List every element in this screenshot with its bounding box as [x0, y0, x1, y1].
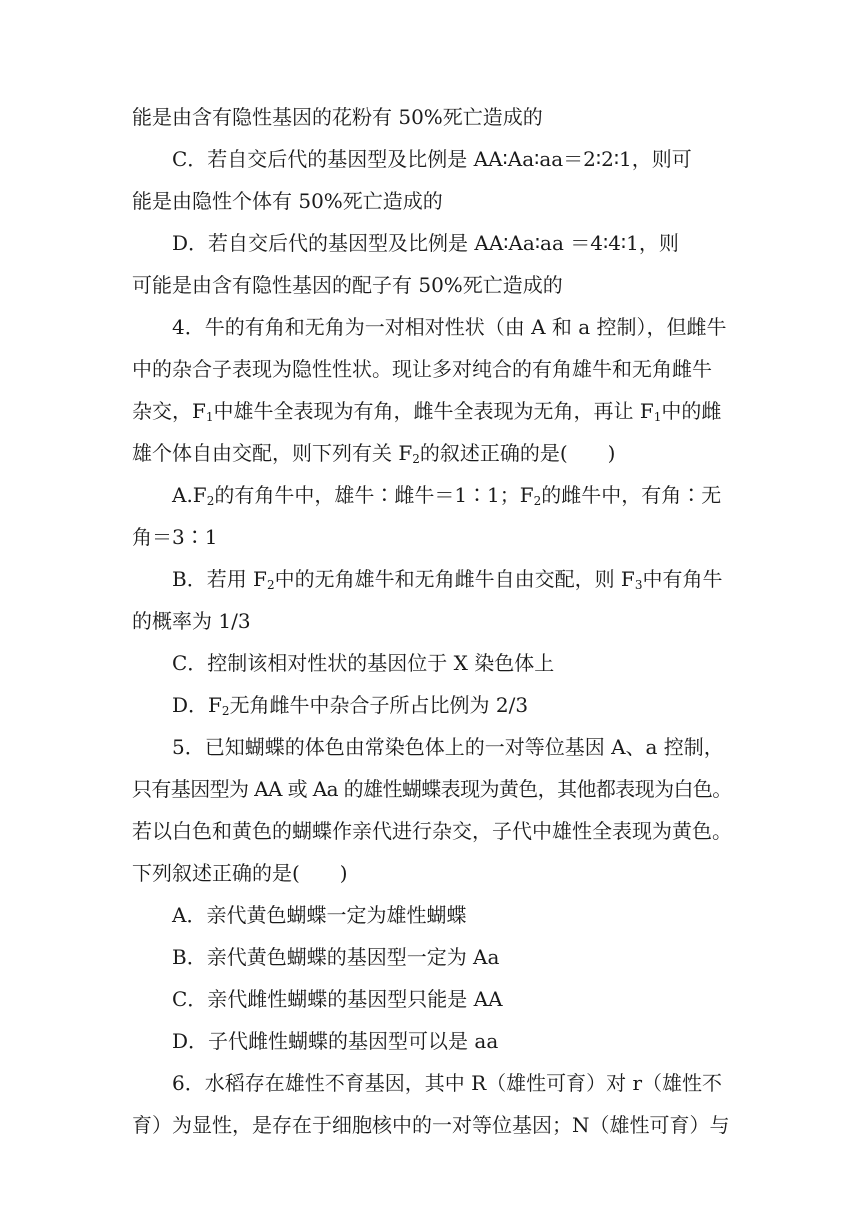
- text-line: 中的杂合子表现为隐性性状。现让多对纯合的有角雄牛和无角雌牛: [132, 357, 712, 381]
- option-a-line: $A.F_2$的有角牛中，雄牛∶雌牛＝1∶1；$F_2$的雌牛中，有角∶无: [172, 483, 722, 508]
- text-line: 角＝3∶1: [132, 525, 218, 549]
- option-b-line: B．若用 $F_2$中的无角雄牛和无角雌牛自由交配，则 $F_3$中有角牛: [172, 567, 723, 592]
- option-c-line: C．若自交后代的基因型及比例是 AA∶Aa∶aa＝2∶2∶1，则可: [172, 147, 692, 171]
- option-d-line: D．子代雌性蝴蝶的基因型可以是 aa: [172, 1029, 499, 1053]
- text-line: 只有基因型为 AA 或 Aa 的雄性蝴蝶表现为黄色，其他都表现为白色。: [132, 777, 732, 801]
- text-line: 能是由隐性个体有 50%死亡造成的: [132, 189, 443, 213]
- option-d-line: D．$F_2$无角雌牛中杂合子所占比例为 2/3: [172, 693, 529, 718]
- text-line: 育）为显性，是存在于细胞核中的一对等位基因；N（雄性可育）与: [132, 1113, 730, 1137]
- text-line: 杂交，$F_1$中雄牛全表现为有角，雌牛全表现为无角，再让 $F_1$中的雌: [132, 399, 722, 424]
- text-line: 的概率为 1/3: [132, 609, 251, 633]
- question-5-line: 5．已知蝴蝶的体色由常染色体上的一对等位基因 A、a 控制，: [172, 735, 724, 759]
- option-c-line: C．控制该相对性状的基因位于 X 染色体上: [172, 651, 555, 675]
- text-line: 可能是由含有隐性基因的配子有 50%死亡造成的: [132, 273, 563, 297]
- option-a-line: A．亲代黄色蝴蝶一定为雄性蝴蝶: [172, 903, 467, 927]
- text-line: 能是由含有隐性基因的花粉有 50%死亡造成的: [132, 105, 543, 129]
- option-d-line: D．若自交后代的基因型及比例是 AA∶Aa∶aa ＝4∶4∶1，则: [172, 231, 679, 255]
- question-6-line: 6．水稻存在雄性不育基因，其中 R（雄性可育）对 r（雄性不: [172, 1071, 723, 1095]
- question-4-line: 4．牛的有角和无角为一对相对性状（由 A 和 a 控制），但雌牛: [172, 315, 727, 339]
- text-line: 下列叙述正确的是( ): [132, 861, 348, 885]
- text-line: 雄个体自由交配，则下列有关 $F_2$的叙述正确的是( ): [132, 441, 616, 466]
- option-c-line: C．亲代雌性蝴蝶的基因型只能是 AA: [172, 987, 503, 1011]
- option-b-line: B．亲代黄色蝴蝶的基因型一定为 Aa: [172, 945, 500, 969]
- text-line: 若以白色和黄色的蝴蝶作亲代进行杂交，子代中雄性全表现为黄色。: [132, 819, 732, 843]
